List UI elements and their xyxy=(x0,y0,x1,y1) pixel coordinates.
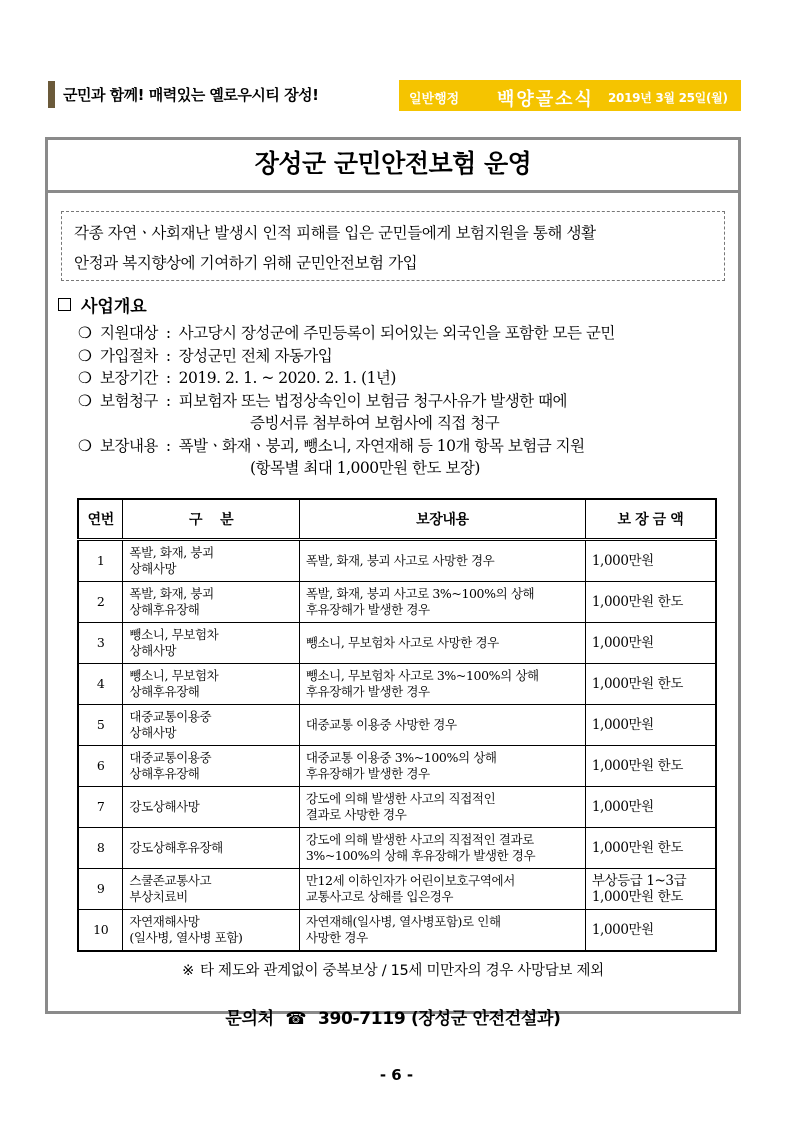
overview-label: 지원대상 xyxy=(100,324,158,342)
table-row xyxy=(78,582,716,623)
row-coverage-line: 사망한 경우 xyxy=(305,930,368,945)
row-amount-line: 1,000만원 한도 xyxy=(591,676,683,692)
coverage-table xyxy=(77,498,717,952)
row-amount-line: 1,000만원 xyxy=(591,635,654,651)
telephone-icon: ☎ xyxy=(285,1009,307,1029)
title-row xyxy=(48,140,738,193)
row-category xyxy=(123,623,299,664)
row-category-line: 폭발, 화재, 붕괴 xyxy=(129,586,214,601)
row-category xyxy=(123,787,299,828)
row-coverage-line: 후유장해가 발생한 경우 xyxy=(305,684,430,699)
footnote xyxy=(48,959,738,980)
row-coverage xyxy=(299,787,585,828)
table-body xyxy=(78,540,716,952)
overview-colon: : xyxy=(165,346,171,365)
section-title xyxy=(58,292,147,317)
overview-item xyxy=(78,435,738,458)
row-amount xyxy=(585,869,716,910)
table-row xyxy=(78,623,716,664)
row-category-line: 부상치료비 xyxy=(129,889,188,904)
row-amount-line: 1,000만원 한도 xyxy=(591,758,683,774)
overview-label: 보험청구 xyxy=(100,391,158,410)
row-amount xyxy=(585,746,716,787)
row-category-line: 상해후유장해 xyxy=(129,602,200,617)
row-category-line: 상해사망 xyxy=(129,643,177,658)
header-newsletter-name: 백양골소식 xyxy=(497,89,594,110)
row-number: 2 xyxy=(78,582,123,623)
row-category-line: 폭발, 화재, 붕괴 xyxy=(129,545,214,560)
col-header-number: 연번 xyxy=(78,499,123,540)
row-amount xyxy=(585,623,716,664)
overview-colon: : xyxy=(165,436,171,455)
overview-item xyxy=(78,367,738,390)
overview-value: 피보험자 또는 법정상속인이 보험금 청구사유가 발생한 때에 xyxy=(178,391,568,410)
overview-item xyxy=(78,345,738,368)
page-number: - 6 - xyxy=(379,1066,414,1084)
summary-line: 안정과 복지향상에 기여하기 위해 군민안전보험 가입 xyxy=(74,254,418,272)
row-coverage xyxy=(299,705,585,746)
overview-colon: : xyxy=(165,391,171,410)
row-category-line: 대중교통이용중 xyxy=(129,750,212,765)
row-amount-line: 1,000만원 한도 xyxy=(591,840,683,856)
overview-label: 보장기간 xyxy=(100,369,158,387)
overview-item xyxy=(78,390,738,413)
row-category-line: 뺑소니, 무보험차 xyxy=(129,627,219,642)
row-amount xyxy=(585,540,716,582)
row-category-line: 강도상해사망 xyxy=(129,799,200,814)
row-coverage xyxy=(299,869,585,910)
header-date: 2019년 3월 25일(월) xyxy=(608,91,728,105)
row-coverage xyxy=(299,828,585,869)
table-row xyxy=(78,787,716,828)
row-amount xyxy=(585,705,716,746)
header-label-box xyxy=(399,80,741,111)
summary-line: 각종 자연ㆍ사회재난 발생시 인적 피해를 입은 군민들에게 보험지원을 통해 생활 xyxy=(74,224,596,242)
col-header-coverage: 보장내용 xyxy=(299,499,585,540)
col-header-category: 구 분 xyxy=(123,499,299,540)
article-title: 장성군 군민안전보험 운영 xyxy=(254,149,532,178)
checkbox-square-icon xyxy=(58,298,71,311)
row-amount xyxy=(585,828,716,869)
row-number: 7 xyxy=(78,787,123,828)
header-accent-bar xyxy=(48,81,55,108)
col-header-amount: 보 장 금 액 xyxy=(585,499,716,540)
overview-item xyxy=(78,322,738,345)
row-category-line: 상해후유장해 xyxy=(129,684,200,699)
contact-label: 문의처 xyxy=(225,1009,274,1029)
row-category xyxy=(123,705,299,746)
overview-value: 장성군민 전체 자동가입 xyxy=(178,346,333,365)
row-amount-line: 1,000만원 xyxy=(591,922,654,938)
row-coverage xyxy=(299,664,585,705)
row-amount xyxy=(585,910,716,952)
circle-bullet-icon: ❍ xyxy=(78,391,92,410)
row-category-line: 상해사망 xyxy=(129,725,177,740)
contact-department: (장성군 안전건설과) xyxy=(411,1009,561,1029)
row-coverage-line: 대중교통 이용중 사망한 경우 xyxy=(305,717,457,732)
circle-bullet-icon: ❍ xyxy=(78,324,92,342)
table-row xyxy=(78,705,716,746)
row-coverage xyxy=(299,746,585,787)
header-slogan: 군민과 함께! 매력있는 옐로우시티 장성! xyxy=(63,86,319,104)
overview-label: 가입절차 xyxy=(100,346,158,365)
row-category xyxy=(123,828,299,869)
overview-colon: : xyxy=(165,324,171,342)
row-category-line: 뺑소니, 무보험차 xyxy=(129,668,219,683)
row-category-line: (일사병, 열사병 포함) xyxy=(129,930,243,945)
overview-value-continued: 증빙서류 첨부하여 보험사에 직접 청구 xyxy=(250,414,500,432)
row-amount xyxy=(585,787,716,828)
article-frame xyxy=(45,137,741,1029)
circle-bullet-icon: ❍ xyxy=(78,346,92,365)
footnote-text: 타 제도와 관계없이 중복보상 / 15세 미만자의 경우 사망담보 제외 xyxy=(199,963,604,979)
table-row xyxy=(78,869,716,910)
row-number: 3 xyxy=(78,623,123,664)
row-coverage-line: 뺑소니, 무보험차 사고로 3%~100%의 상해 xyxy=(305,668,539,683)
row-amount-line: 1,000만원 xyxy=(591,553,654,569)
table-row xyxy=(78,828,716,869)
table-row xyxy=(78,540,716,582)
row-coverage-line: 뺑소니, 무보험차 사고로 사망한 경우 xyxy=(305,635,499,650)
row-amount-line: 부상등급 1~3급 xyxy=(591,873,687,889)
row-amount xyxy=(585,664,716,705)
row-amount-line: 1,000만원 한도 xyxy=(591,594,683,610)
row-category xyxy=(123,869,299,910)
row-coverage-line: 만12세 이하인자가 어린이보호구역에서 xyxy=(305,873,515,888)
circle-bullet-icon: ❍ xyxy=(78,369,92,387)
table-row xyxy=(78,910,716,952)
row-number: 8 xyxy=(78,828,123,869)
table-row xyxy=(78,664,716,705)
row-coverage-line: 자연재해(일사병, 열사병포함)로 인해 xyxy=(305,914,501,929)
row-coverage-line: 대중교통 이용중 3%~100%의 상해 xyxy=(305,750,497,765)
row-category xyxy=(123,746,299,787)
row-category-line: 스쿨존교통사고 xyxy=(129,873,212,888)
row-category-line: 자연재해사망 xyxy=(129,914,200,929)
row-coverage-line: 강도에 의해 발생한 사고의 직접적인 결과로 xyxy=(305,832,534,847)
row-coverage-line: 결과로 사망한 경우 xyxy=(305,807,407,822)
reference-mark-icon: ※ xyxy=(182,963,194,979)
contact-number: 390-7119 xyxy=(317,1009,406,1029)
circle-bullet-icon: ❍ xyxy=(78,436,92,455)
row-amount-line: 1,000만원 xyxy=(591,717,654,733)
contact-line xyxy=(48,1004,738,1029)
row-category xyxy=(123,582,299,623)
row-coverage xyxy=(299,540,585,582)
table-row xyxy=(78,746,716,787)
row-number: 9 xyxy=(78,869,123,910)
overview-label: 보장내용 xyxy=(100,436,158,455)
row-coverage-line: 폭발, 화재, 붕괴 사고로 사망한 경우 xyxy=(305,553,495,568)
overview-colon: : xyxy=(165,369,171,387)
row-amount-line: 1,000만원 한도 xyxy=(591,889,683,905)
row-coverage xyxy=(299,582,585,623)
overview-list xyxy=(78,322,738,480)
row-amount-line: 1,000만원 xyxy=(591,799,654,815)
summary-box xyxy=(61,211,725,281)
row-coverage-line: 후유장해가 발생한 경우 xyxy=(305,602,430,617)
overview-value-continued: (항목별 최대 1,000만원 한도 보장) xyxy=(250,459,480,477)
row-category xyxy=(123,910,299,952)
row-number: 5 xyxy=(78,705,123,746)
overview-value: 2019. 2. 1. ~ 2020. 2. 1. (1년) xyxy=(178,369,396,387)
row-number: 6 xyxy=(78,746,123,787)
row-number: 4 xyxy=(78,664,123,705)
row-number: 10 xyxy=(78,910,123,952)
section-title-text: 사업개요 xyxy=(81,297,147,317)
row-coverage-line: 강도에 의해 발생한 사고의 직접적인 xyxy=(305,791,496,806)
row-category-line: 상해후유장해 xyxy=(129,766,200,781)
row-category-line: 대중교통이용중 xyxy=(129,709,212,724)
overview-value: 폭발ㆍ화재ㆍ붕괴, 뺑소니, 자연재해 등 10개 항목 보험금 지원 xyxy=(178,436,585,455)
row-coverage-line: 3%~100%의 상해 후유장해가 발생한 경우 xyxy=(305,848,536,863)
row-coverage xyxy=(299,910,585,952)
row-coverage xyxy=(299,623,585,664)
table-header-row xyxy=(78,499,716,540)
overview-value: 사고당시 장성군에 주민등록이 되어있는 외국인을 포함한 모든 군민 xyxy=(178,324,615,342)
row-coverage-line: 폭발, 화재, 붕괴 사고로 3%~100%의 상해 xyxy=(305,586,535,601)
row-category-line: 상해사망 xyxy=(129,561,177,576)
row-category xyxy=(123,664,299,705)
row-coverage-line: 교통사고로 상해를 입은경우 xyxy=(305,889,454,904)
row-category-line: 강도상해후유장해 xyxy=(129,840,223,855)
row-category xyxy=(123,540,299,582)
row-coverage-line: 후유장해가 발생한 경우 xyxy=(305,766,430,781)
header-category: 일반행정 xyxy=(409,92,460,107)
row-number: 1 xyxy=(78,540,123,582)
row-amount xyxy=(585,582,716,623)
